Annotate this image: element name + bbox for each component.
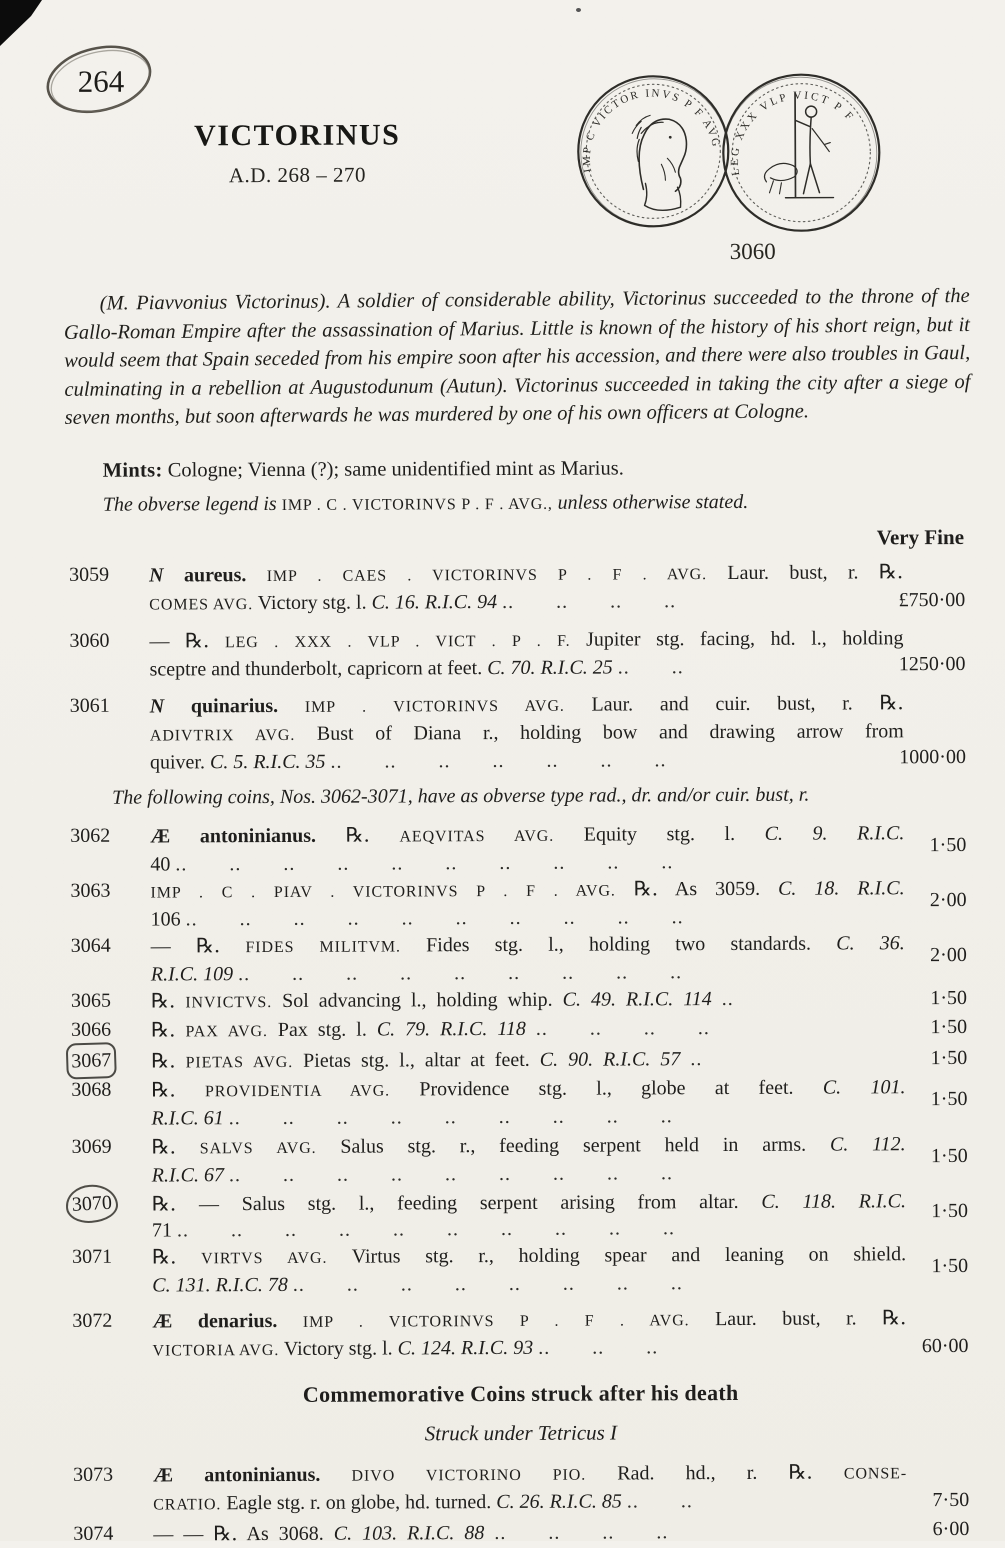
entry-price: 60·00 bbox=[921, 1334, 969, 1358]
page-number: 264 bbox=[77, 63, 125, 99]
entry-body bbox=[152, 1187, 906, 1243]
page-title: VICTORINUS bbox=[194, 118, 401, 153]
dot-leader: .. .. .. .. .. .. .. .. .. bbox=[228, 1105, 673, 1130]
reference: R.I.C. bbox=[858, 1190, 906, 1213]
catalog-entry-3062 bbox=[70, 819, 966, 878]
coin-legend: PAX AVG. bbox=[185, 1023, 268, 1041]
reference: R.I.C. bbox=[857, 822, 905, 845]
obverse-legend-note bbox=[103, 491, 748, 517]
dot-leader: .. bbox=[721, 987, 734, 1011]
reference: C. 26. bbox=[496, 1490, 545, 1514]
entry-body bbox=[151, 984, 905, 1016]
obverse-note-legend: IMP . C . VICTORINVS P . F . AVG., bbox=[281, 495, 553, 514]
entry-price: 1·50 bbox=[930, 1046, 968, 1070]
coin-legend: CRATIO. bbox=[153, 1496, 222, 1514]
coin-legend: SALVS AVG. bbox=[199, 1139, 317, 1158]
entry-number-annotated: 3067 bbox=[70, 1049, 112, 1073]
entry-price: 1·50 bbox=[929, 833, 967, 857]
dot-leader: .. .. bbox=[626, 1490, 693, 1513]
dot-leader: .. .. bbox=[617, 656, 684, 679]
description-text: Eagle stg. r. on globe, hd. turned. bbox=[226, 1491, 492, 1515]
dot-leader: .. .. .. .. .. .. .. .. bbox=[292, 1272, 683, 1296]
catalog-entry-3065 bbox=[71, 984, 967, 1017]
mints-line bbox=[103, 457, 624, 482]
reference: C. 79. bbox=[376, 1018, 431, 1041]
entry-line bbox=[152, 1240, 906, 1272]
dot-leader: .. .. .. .. .. .. .. .. .. bbox=[238, 961, 683, 986]
reverse-symbol: ℞. bbox=[151, 1048, 176, 1073]
coin-legend: ADIVTRIX AVG. bbox=[149, 726, 296, 745]
description-text: Victory stg. l. bbox=[283, 1337, 393, 1360]
description-text: As 3068. bbox=[246, 1522, 324, 1546]
entry-number: 3068 bbox=[71, 1078, 112, 1101]
catalog-entry-3063 bbox=[70, 874, 966, 933]
description-text: As 3059. bbox=[674, 877, 761, 901]
entry-line bbox=[149, 624, 903, 656]
description-text: Rad. hd., r. bbox=[617, 1461, 758, 1485]
reference: R.I.C. 78 bbox=[215, 1273, 288, 1297]
reverse-symbol: ℞. bbox=[151, 1077, 176, 1102]
reverse-symbol: ℞. bbox=[345, 822, 370, 847]
description-text: Fides stg. l., holding two standards. bbox=[426, 932, 812, 957]
reverse-symbol: ℞. bbox=[213, 1521, 238, 1546]
description-text: Bust of Diana r., holding bow and drawing arrow from bbox=[316, 720, 904, 745]
catalog-entry-3067 bbox=[71, 1044, 967, 1077]
reference: C. 101. bbox=[822, 1076, 906, 1099]
catalog-entry-3071 bbox=[72, 1240, 968, 1299]
dot-leader: .. .. .. bbox=[538, 1336, 659, 1359]
catalog-entry-3069 bbox=[72, 1130, 968, 1189]
entry-body bbox=[150, 689, 904, 775]
reference: C. 36. bbox=[836, 932, 905, 955]
coin-legend: PIETAS AVG. bbox=[185, 1053, 294, 1072]
entry-body bbox=[149, 558, 903, 618]
entry-number: 3065 bbox=[70, 989, 112, 1012]
reference: R.I.C. 35 bbox=[253, 750, 326, 774]
entry-price: 1·50 bbox=[931, 1199, 968, 1223]
description-text: Victory stg. l. bbox=[257, 591, 367, 615]
masthead bbox=[135, 118, 459, 188]
dot-leader: .. .. .. .. bbox=[494, 1521, 669, 1545]
obverse-type-note: The following coins, Nos. 3062-3071, have as obverse type rad., dr. and/or cuir. bust, r. bbox=[112, 783, 810, 809]
entry-number: 3071 bbox=[72, 1245, 113, 1268]
metal-symbol: N bbox=[149, 564, 164, 587]
description-text: — Salus stg. l., feeding serpent arising from altar. bbox=[198, 1190, 739, 1216]
dot-leader: .. .. .. .. bbox=[502, 590, 677, 613]
obverse-note-tail: unless otherwise stated. bbox=[552, 490, 749, 514]
catalog-entry-3066 bbox=[71, 1013, 967, 1046]
reverse-symbol: ℞. bbox=[184, 628, 210, 653]
entry-price: 2·00 bbox=[930, 943, 967, 967]
reverse-symbol: ℞. bbox=[151, 1134, 176, 1159]
description-text: Providence stg. l., globe at feet. bbox=[419, 1076, 794, 1101]
entry-line bbox=[150, 874, 904, 906]
description-text: — bbox=[149, 630, 170, 653]
entry-line bbox=[150, 689, 904, 721]
reference: R.I.C. 85 bbox=[549, 1490, 622, 1513]
description-text: quiver. bbox=[149, 751, 206, 774]
entry-line bbox=[151, 1102, 905, 1131]
entry-line bbox=[152, 1269, 906, 1298]
reverse-symbol: ℞. bbox=[151, 1017, 176, 1042]
entry-line bbox=[152, 1304, 906, 1336]
reference: R.I.C. 25 bbox=[540, 656, 613, 679]
entry-number: 3063 bbox=[70, 879, 111, 902]
entry-line bbox=[151, 958, 905, 987]
entry-body bbox=[151, 1073, 905, 1131]
reference: C. 103. bbox=[333, 1522, 398, 1545]
entry-number: 3062 bbox=[70, 824, 111, 847]
reverse-symbol: ℞. bbox=[150, 988, 176, 1013]
entry-line bbox=[152, 1333, 906, 1364]
entry-price: 6·00 bbox=[932, 1517, 970, 1541]
coin-legend: VIRTVS AVG. bbox=[201, 1249, 328, 1268]
description-text: Sol advancing l., holding whip. bbox=[282, 988, 553, 1012]
emperor-bust-drawing bbox=[632, 115, 687, 210]
coin-legend: PROVIDENTIA AVG. bbox=[204, 1082, 391, 1101]
coin-legend: IMP . VICTORINVS AVG. bbox=[304, 697, 565, 716]
obverse-coin bbox=[578, 76, 729, 227]
entry-body bbox=[152, 1304, 906, 1364]
entry-line bbox=[153, 1458, 907, 1490]
description-text: 71 bbox=[151, 1219, 173, 1242]
entry-line bbox=[152, 1130, 906, 1162]
coin-legend: IMP . CAES . VICTORINVS P . F . AVG. bbox=[266, 566, 708, 586]
entry-body bbox=[149, 624, 903, 682]
reference: C. 131. bbox=[152, 1274, 211, 1297]
entry-number-annotated: 3070 bbox=[71, 1191, 113, 1216]
entry-line bbox=[151, 929, 905, 961]
obverse-legend-text: IMP C VICTOR INVS P F AVG bbox=[580, 87, 723, 174]
reverse-coin bbox=[723, 74, 880, 231]
reference: C. 49. bbox=[562, 988, 617, 1011]
denomination: Æ denarius. bbox=[152, 1309, 278, 1333]
entry-number: 3059 bbox=[69, 563, 110, 586]
reference: R.I.C. 61 bbox=[151, 1107, 224, 1130]
coin-legend: DIVO VICTORINO PIO. bbox=[351, 1466, 587, 1485]
entry-line bbox=[149, 587, 903, 618]
entry-price: 7·50 bbox=[932, 1488, 970, 1512]
description-text: — bbox=[150, 935, 171, 958]
coin-legend: INVICTVS. bbox=[185, 994, 273, 1012]
reference: R.I.C. 118 bbox=[440, 1017, 526, 1041]
entry-line bbox=[151, 984, 905, 1016]
coin-caption: 3060 bbox=[729, 238, 776, 265]
denomination: quinarius. bbox=[190, 694, 279, 718]
section-subheading: Struck under Tetricus I bbox=[424, 1420, 618, 1446]
coin-legend: VICTORIA AVG. bbox=[152, 1341, 280, 1360]
coin-legend: FIDES MILITVM. bbox=[245, 938, 401, 957]
coin-legend: LEG . XXX . VLP . VICT . P . F. bbox=[224, 632, 571, 652]
coin-legend: CONSE- bbox=[843, 1465, 908, 1483]
catalog-entry-3064 bbox=[71, 929, 967, 988]
obverse-note-lead: The obverse legend is bbox=[102, 492, 282, 516]
denomination: aureus. bbox=[183, 564, 247, 587]
dot-leader: .. .. .. .. .. .. .. bbox=[330, 749, 667, 773]
reference: R.I.C. 88 bbox=[407, 1522, 485, 1545]
denomination: Æ antoninianus. bbox=[153, 1463, 321, 1487]
description-text: — — bbox=[153, 1523, 204, 1546]
reign-dates: A.D. 268 – 270 bbox=[228, 162, 366, 188]
description-text: Jupiter stg. facing, hd. l., holding bbox=[586, 627, 904, 651]
svg-text:LEG XXX VLP VICT P F bbox=[729, 89, 857, 176]
entry-line bbox=[149, 653, 903, 682]
dot-leader: .. .. .. .. .. .. .. .. .. .. bbox=[175, 851, 674, 876]
entry-line bbox=[150, 819, 904, 851]
reverse-legend-text: LEG XXX VLP VICT P F bbox=[728, 89, 857, 177]
coin-legend: IMP . C . PIAV . VICTORINVS P . F . AVG. bbox=[150, 882, 616, 902]
section-heading: Commemorative Coins struck after his death bbox=[302, 1379, 739, 1407]
intro-paragraph: (M. Piavvonius Victorinus). A soldier of considerable ability, Victorinus succeeded to the throne of the Gallo-Roman Empire after the assassination of Marius. Little is known of the history of his short reign, but it would seem that Spain seceded from his empire soon after his accession, and there were also troubles in Gaul, culminating in a rebellion at Augustodunum (Autun). Victorinus succeeded in taking the city after a siege of seven months, but soon afterwards he was murdered by one of his own officers at Cologne. bbox=[63, 284, 971, 429]
entry-price: 2·00 bbox=[929, 888, 967, 912]
description-text: Equity stg. l. bbox=[583, 822, 736, 846]
description-text: Pax stg. l. bbox=[277, 1018, 367, 1041]
coin-legend: IMP . VICTORINVS P . F . AVG. bbox=[302, 1312, 690, 1331]
reverse-symbol: ℞. bbox=[633, 876, 659, 901]
entry-price: 1250·00 bbox=[898, 652, 966, 676]
dot-leader: .. bbox=[690, 1048, 703, 1071]
reference: R.I.C. 109 bbox=[150, 963, 234, 986]
reference: R.I.C. bbox=[857, 877, 905, 900]
dot-leader: .. .. .. .. .. .. .. .. .. bbox=[228, 1162, 674, 1187]
entry-line bbox=[153, 1487, 907, 1518]
catalog-entry-3059 bbox=[69, 558, 965, 619]
catalog-entry-3074 bbox=[73, 1517, 969, 1548]
description-text: Salus stg. r., feeding serpent held in arms. bbox=[340, 1133, 807, 1158]
description-text: Laur. and cuir. bust, r. bbox=[591, 692, 853, 716]
entry-number: 3064 bbox=[70, 934, 111, 957]
description-text: 40 bbox=[150, 853, 171, 876]
entry-line bbox=[152, 1214, 906, 1243]
entry-body bbox=[151, 1013, 905, 1045]
entry-line bbox=[150, 718, 904, 749]
entry-body bbox=[153, 1517, 907, 1547]
description-text: Virtus stg. r., holding spear and leaning on shield. bbox=[351, 1243, 907, 1268]
entry-price: 1·50 bbox=[930, 1144, 968, 1168]
coin-illustration bbox=[573, 62, 888, 241]
entry-body bbox=[151, 1044, 905, 1076]
description-text: sceptre and thunderbolt, capricorn at feet. bbox=[149, 657, 483, 681]
entry-number: 3073 bbox=[73, 1463, 114, 1486]
entry-number: 3060 bbox=[69, 629, 110, 652]
entry-line bbox=[152, 1187, 906, 1217]
reference: R.I.C. 93 bbox=[460, 1336, 534, 1360]
entry-line bbox=[152, 1159, 906, 1188]
reverse-symbol: ℞. bbox=[152, 1244, 177, 1269]
entry-line bbox=[151, 1013, 905, 1045]
entry-line bbox=[150, 848, 904, 877]
dot-leader: .. .. .. .. bbox=[535, 1017, 710, 1040]
reference: C. 5. bbox=[209, 751, 249, 774]
reference: C. 18. bbox=[778, 877, 840, 900]
reference: C. 90. bbox=[539, 1048, 594, 1071]
reverse-symbol: ℞. bbox=[882, 1305, 907, 1330]
reference: R.I.C. 114 bbox=[625, 988, 712, 1011]
reference: R.I.C. 94 bbox=[424, 591, 498, 614]
entry-line bbox=[151, 1073, 905, 1105]
description-text: 106 bbox=[150, 908, 181, 931]
entry-number: 3072 bbox=[72, 1309, 113, 1332]
catalog-entry-3060 bbox=[69, 624, 965, 683]
reverse-symbol: ℞. bbox=[151, 1191, 177, 1216]
entry-number: 3069 bbox=[71, 1135, 112, 1158]
entry-number: 3074 bbox=[73, 1522, 114, 1545]
coin-legend: COMES AVG. bbox=[149, 596, 254, 614]
metal-symbol: N bbox=[149, 695, 165, 718]
entry-line bbox=[153, 1517, 907, 1547]
catalog-entry-3072 bbox=[72, 1304, 968, 1365]
entry-price: £750·00 bbox=[898, 588, 966, 612]
reverse-symbol: ℞. bbox=[878, 559, 904, 584]
reference: C. 118. bbox=[761, 1190, 836, 1213]
reverse-symbol: ℞. bbox=[195, 933, 221, 958]
description-text: Laur. bust, r. bbox=[727, 561, 859, 585]
entry-number: 3061 bbox=[69, 694, 110, 717]
mints-label: Mints: bbox=[102, 459, 163, 482]
entry-number: 3066 bbox=[71, 1018, 112, 1041]
entry-line bbox=[151, 903, 905, 932]
entry-price: 1·50 bbox=[930, 986, 968, 1010]
dot-leader: .. .. .. .. .. .. .. .. .. .. bbox=[185, 906, 684, 931]
svg-text:IMP C VICTOR INVS P F AVG bbox=[581, 87, 723, 173]
reference: R.I.C. 57 bbox=[603, 1048, 681, 1071]
description-text: Laur. bust, r. bbox=[715, 1307, 857, 1331]
entry-body bbox=[150, 874, 904, 932]
entry-price: 1·50 bbox=[930, 1015, 968, 1039]
reference: R.I.C. 67 bbox=[151, 1164, 225, 1187]
entry-line bbox=[150, 746, 904, 775]
reference: C. 112. bbox=[829, 1133, 906, 1156]
entry-line bbox=[149, 558, 903, 590]
entries-list bbox=[69, 558, 969, 1548]
catalog-entry-3070 bbox=[72, 1187, 968, 1244]
entry-body bbox=[152, 1130, 906, 1188]
dot-leader: .. .. .. .. .. .. .. .. .. .. bbox=[176, 1217, 676, 1242]
price-column-header: Very Fine bbox=[876, 524, 965, 550]
entry-price: 1·50 bbox=[930, 1087, 968, 1111]
entry-body bbox=[151, 929, 905, 987]
denomination: Æ antoninianus. bbox=[150, 824, 317, 848]
coin-legend: AEQVITAS AVG. bbox=[399, 827, 555, 846]
entry-price: 1000·00 bbox=[899, 745, 966, 769]
reference: C. 124. bbox=[397, 1337, 457, 1360]
catalog-entry-3061 bbox=[70, 689, 966, 776]
entry-price: 1·50 bbox=[931, 1254, 969, 1278]
mints-text: Cologne; Vienna (?); same unidentified mint as Marius. bbox=[162, 457, 624, 482]
jupiter-figure-drawing bbox=[764, 93, 833, 198]
catalog-entry-3073 bbox=[73, 1458, 969, 1519]
entry-line bbox=[151, 1044, 905, 1076]
description-text: Pietas stg. l., altar at feet. bbox=[303, 1048, 530, 1072]
entry-body bbox=[150, 819, 904, 877]
reverse-symbol: ℞. bbox=[788, 1459, 813, 1484]
reference: C. 70. bbox=[487, 656, 536, 680]
reference: C. 16. bbox=[371, 591, 420, 614]
reference: C. 9. bbox=[764, 822, 828, 845]
entry-body bbox=[152, 1240, 906, 1298]
entry-body bbox=[153, 1458, 907, 1518]
reverse-symbol: ℞. bbox=[879, 690, 904, 715]
catalog-entry-3068 bbox=[71, 1073, 967, 1132]
